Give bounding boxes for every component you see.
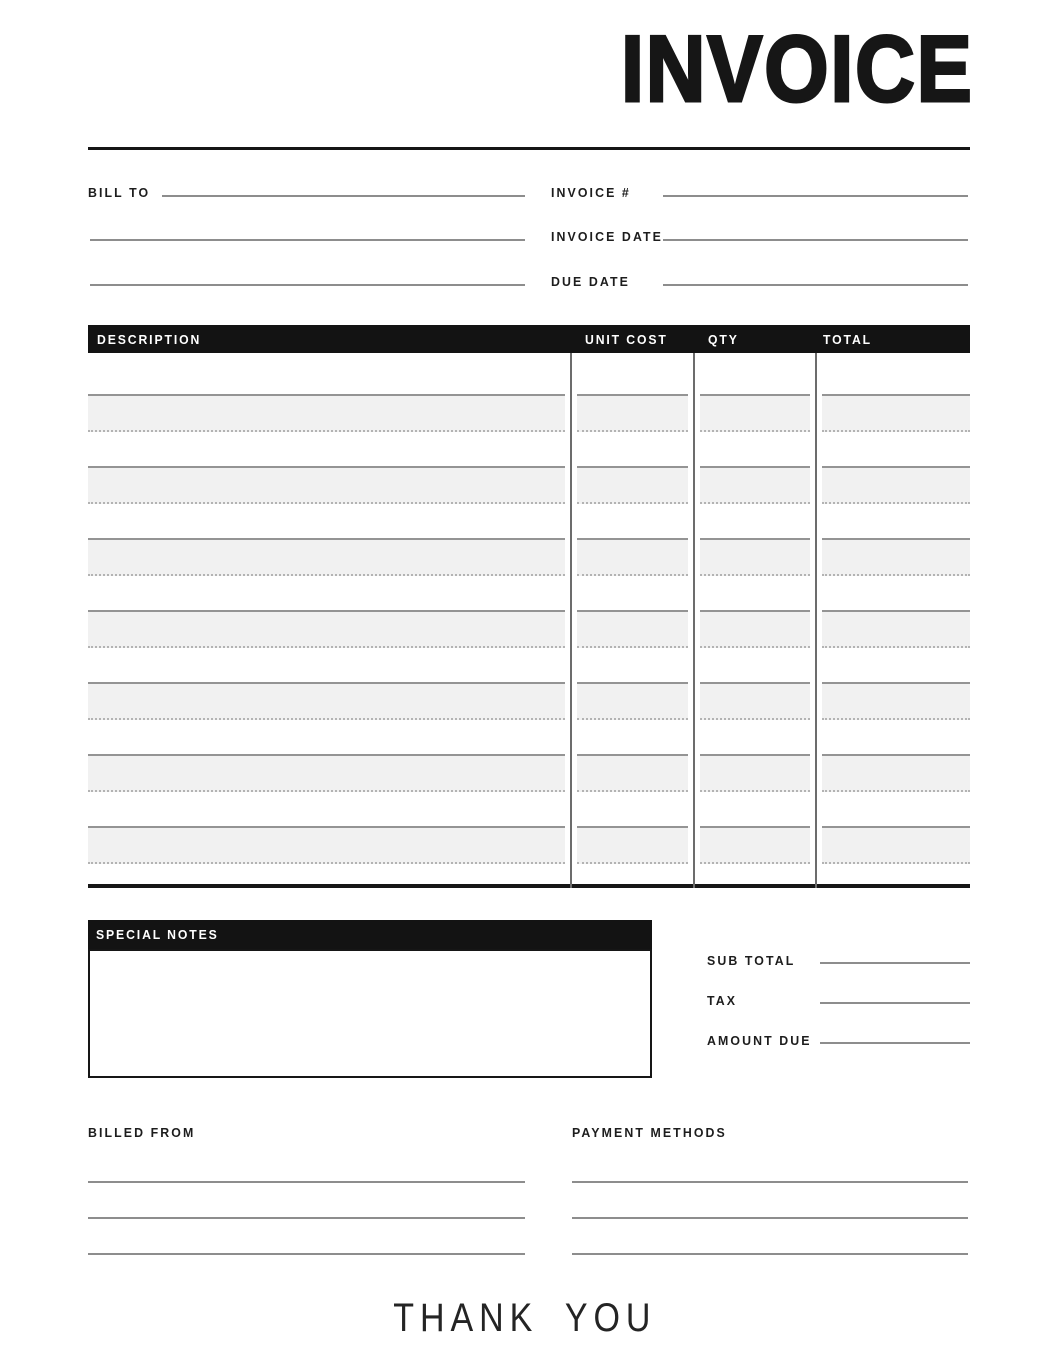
row-description-cell <box>88 394 565 432</box>
table-row <box>88 466 970 504</box>
row-unit-cost-cell <box>577 610 688 648</box>
row-qty-cell <box>700 466 810 504</box>
row-total-cell <box>822 610 970 648</box>
thank-you-text: THANK YOU <box>393 1296 657 1340</box>
row-unit-cost-cell <box>577 754 688 792</box>
invoice-date-line <box>663 239 968 241</box>
payment-methods-line-2 <box>572 1217 968 1219</box>
special-notes-label: SPECIAL NOTES <box>96 927 219 942</box>
billed-from-line-1 <box>88 1181 525 1183</box>
due-date-line <box>663 284 968 286</box>
header-divider <box>88 147 970 150</box>
row-unit-cost-cell <box>577 538 688 576</box>
page-title: INVOICE <box>621 16 974 121</box>
amount-due-line <box>820 1042 970 1044</box>
billed-from-label: BILLED FROM <box>88 1125 196 1140</box>
row-unit-cost-cell <box>577 682 688 720</box>
row-total-cell <box>822 394 970 432</box>
payment-methods-label: PAYMENT METHODS <box>572 1125 727 1140</box>
row-total-cell <box>822 754 970 792</box>
special-notes-header <box>88 920 652 949</box>
column-header-qty: QTY <box>708 332 739 347</box>
bill-to-line-3 <box>90 284 525 286</box>
row-qty-cell <box>700 754 810 792</box>
column-header-unit-cost: UNIT COST <box>585 332 668 347</box>
items-table-header <box>88 325 970 353</box>
row-description-cell <box>88 754 565 792</box>
row-description-cell <box>88 538 565 576</box>
row-qty-cell <box>700 610 810 648</box>
items-table-body <box>88 353 970 888</box>
amount-due-label: AMOUNT DUE <box>707 1033 812 1048</box>
row-total-cell <box>822 682 970 720</box>
tax-label: TAX <box>707 993 738 1008</box>
bill-to-line-1 <box>162 195 525 197</box>
invoice-number-line <box>663 195 968 197</box>
row-description-cell <box>88 826 565 864</box>
invoice-date-label: INVOICE DATE <box>551 229 663 244</box>
row-unit-cost-cell <box>577 826 688 864</box>
tax-line <box>820 1002 970 1004</box>
row-total-cell <box>822 538 970 576</box>
sub-total-label: SUB TOTAL <box>707 953 796 968</box>
row-description-cell <box>88 466 565 504</box>
column-header-description: DESCRIPTION <box>97 332 202 347</box>
billed-from-line-2 <box>88 1217 525 1219</box>
row-total-cell <box>822 826 970 864</box>
payment-methods-line-3 <box>572 1253 968 1255</box>
row-qty-cell <box>700 682 810 720</box>
due-date-label: DUE DATE <box>551 274 630 289</box>
table-row <box>88 394 970 432</box>
table-row <box>88 754 970 792</box>
invoice-number-label: INVOICE # <box>551 185 631 200</box>
row-qty-cell <box>700 826 810 864</box>
row-total-cell <box>822 466 970 504</box>
row-qty-cell <box>700 538 810 576</box>
row-unit-cost-cell <box>577 466 688 504</box>
table-row <box>88 538 970 576</box>
billed-from-line-3 <box>88 1253 525 1255</box>
row-qty-cell <box>700 394 810 432</box>
bill-to-line-2 <box>90 239 525 241</box>
table-row <box>88 682 970 720</box>
row-description-cell <box>88 682 565 720</box>
column-header-total: TOTAL <box>823 332 872 347</box>
special-notes-box <box>88 949 652 1078</box>
sub-total-line <box>820 962 970 964</box>
table-row <box>88 826 970 864</box>
payment-methods-line-1 <box>572 1181 968 1183</box>
row-description-cell <box>88 610 565 648</box>
bill-to-label: BILL TO <box>88 185 151 200</box>
row-unit-cost-cell <box>577 394 688 432</box>
table-row <box>88 610 970 648</box>
